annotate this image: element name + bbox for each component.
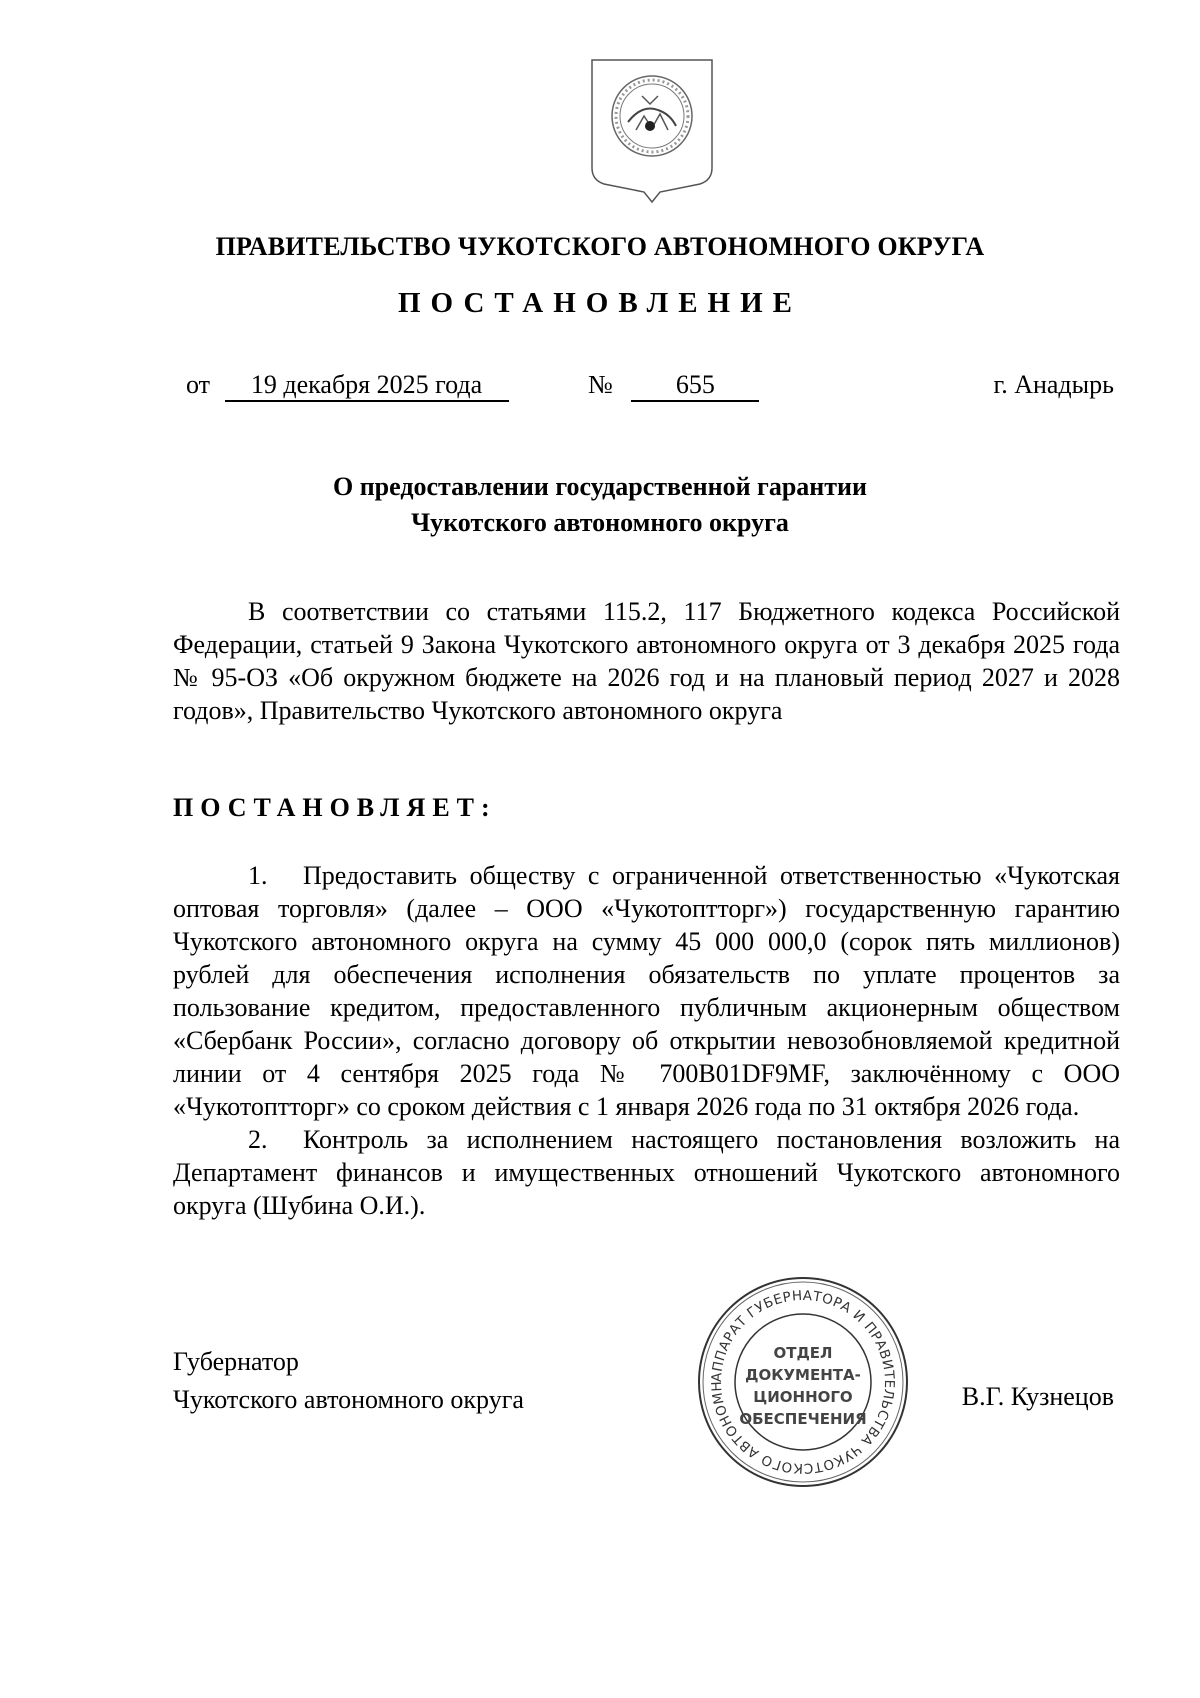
position-line-1: Губернатор — [173, 1347, 299, 1376]
document-title — [0, 469, 1200, 541]
number-prefix: № — [588, 370, 613, 399]
decree-items — [173, 859, 1120, 1222]
date-field — [186, 370, 509, 402]
title-line-1: О предоставлении государственной гарантии — [332, 472, 868, 501]
decree-word: ПОСТАНОВЛЯЕТ: — [173, 793, 497, 822]
stamp-center-line-1: ОТДЕЛ — [773, 1344, 833, 1362]
item-number: 1. — [248, 861, 268, 890]
stamp-center-line-2: ДОКУМЕНТА- — [745, 1366, 861, 1384]
number-value: 655 — [631, 370, 759, 402]
position-line-2: Чукотского автономного округа — [173, 1385, 524, 1414]
number-field — [588, 370, 759, 402]
document-type: ПОСТАНОВЛЕНИЕ — [397, 287, 802, 319]
organization-name: ПРАВИТЕЛЬСТВО ЧУКОТСКОГО АВТОНОМНОГО ОКРУГА — [215, 232, 985, 261]
stamp-ring-text: АППАРАТ ГУБЕРНАТОРА И ПРАВИТЕЛЬСТВА ЧУКОТСКОГО АВТОНОМН — [708, 1287, 898, 1477]
list-item — [173, 1123, 1120, 1222]
stamp-center-line-4: ОБЕСПЕЧЕНИЯ — [739, 1410, 867, 1428]
signer-name: В.Г. Кузнецов — [961, 1382, 1114, 1411]
title-line-2: Чукотского автономного округа — [411, 508, 789, 537]
coat-of-arms-icon — [584, 56, 720, 204]
preamble-text: В соответствии со статьями 115.2, 117 Бюджетного кодекса Российской Федерации, статьей 9 Закона Чукотского автономного округа от 3 декабря 2025 года № 95-ОЗ «Об окружном бюджете на 2026 год и на плановый период 2027 и 2028 годов», Правительство Чукотского автономного округа — [173, 597, 1120, 725]
city: г. Анадырь — [993, 370, 1114, 399]
item-number: 2. — [248, 1125, 268, 1154]
official-stamp — [693, 1272, 913, 1492]
item-text: Предоставить обществу с ограниченной ответственностью «Чукотская оптовая торговля» (далее – ООО «Чукотоптторг») государственную гарантию Чукотского автономного округа на сумму 45 000 000,0 (сорок пять миллионов) рублей для обеспечения исполнения обязательств по уплате процентов за пользование кредитом, предоставленного публичным акционерным обществом «Сбербанк России», согласно договору об открытии невозобновляемой кредитной линии от 4 сентября 2025 года № 700B01DF9MF, заключённому с ООО «Чукотоптторг» со сроком действия с 1 января 2026 года по 31 октября 2026 года. — [173, 861, 1120, 1121]
list-item — [173, 859, 1120, 1123]
preamble — [173, 595, 1120, 727]
stamp-center-line-3: ЦИОННОГО — [753, 1388, 853, 1406]
date-value: 19 декабря 2025 года — [225, 370, 509, 402]
date-prefix: от — [186, 370, 211, 399]
item-text: Контроль за исполнением настоящего постановления возложить на Департамент финансов и имущественных отношений Чукотского автономного округа (Шубина О.И.). — [173, 1125, 1120, 1220]
signature-position — [173, 1343, 524, 1419]
